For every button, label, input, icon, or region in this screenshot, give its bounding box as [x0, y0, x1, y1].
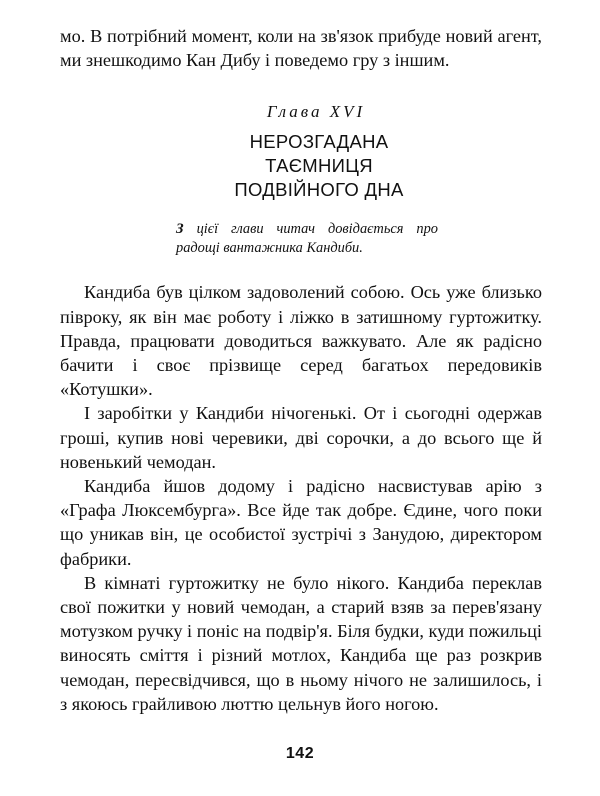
chapter-title-line: ПОДВІЙНОГО ДНА	[234, 179, 404, 201]
chapter-number: Глава XVI	[266, 102, 366, 122]
paragraph: Кандиба був цілком задоволений собою. Ось уже близько півроку, як він має роботу і ліжко в затишному гуртожитку. Правда, працювати доводиться важкувато. Але як радісно бачити і своє прізвище серед багатьох передовиків «Котушки».	[60, 282, 542, 400]
paragraph: Кандиба йшов додому і радісно насвистував арію з «Графа Люксембурга». Все йде так добре. Єдине, чого поки що уникав він, це особистої зустрічі з Занудою, директором фабрики.	[60, 476, 542, 569]
page-number: 142	[285, 745, 315, 762]
paragraph: В кімнаті гуртожитку не було нікого. Кандиба переклав свої пожитки у новий чемодан, а старий взяв за перев'язану мотузком ручку і поніс на подвір'я. Біля будки, куди пожильці виносять сміття і різний мотлох, Кандиба ще раз розкрив чемодан, пересвідчився, що в ньому нічого не залишилось, і з якоюсь грайливою люттю цельнув його ногою.	[60, 572, 542, 714]
continued-paragraph: мо. В потрібний момент, коли на зв'язок прибуде новий агент, ми знешкодимо Кан Дибу і поведемо гру з іншим.	[60, 26, 542, 71]
chapter-epigraph	[60, 220, 438, 258]
chapter-body	[60, 280, 542, 716]
epigraph-text: цієї глави читач довідається про радощі вантажника Кандиби.	[176, 221, 438, 257]
chapter-title-line: ТАЄМНИЦЯ	[265, 155, 373, 177]
epigraph-initial: З	[176, 221, 184, 238]
book-page	[60, 24, 542, 716]
paragraph: І заробітки у Кандиби нічогенькі. От і сьогодні одержав гроші, купив нові черевики, дві сорочки, а до всього ще й новенький чемодан.	[60, 403, 542, 472]
chapter-title-line: НЕРОЗГАДАНА	[249, 131, 389, 153]
chapter-title	[60, 130, 542, 202]
